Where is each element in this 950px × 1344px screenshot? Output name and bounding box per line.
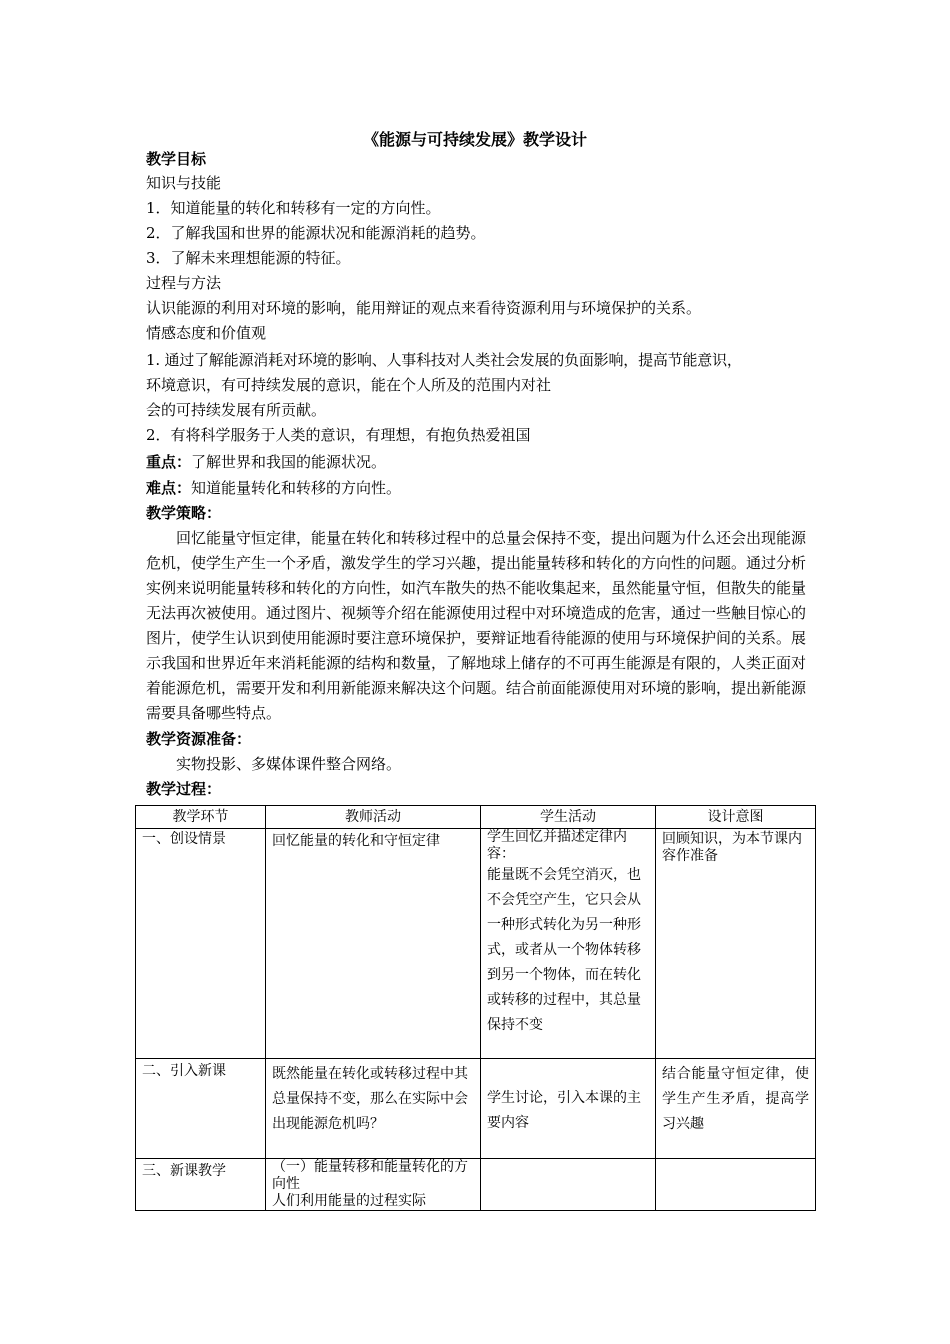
- header-intent: 设计意图: [656, 806, 816, 829]
- row-3-teacher-body: 人们利用能量的过程实际: [272, 1193, 426, 1209]
- strategy-paragraph: 回忆能量守恒定律，能量在转化和转移过程中的总量会保持不变，提出问题为什么还会出现能源危机，使学生产生一个矛盾，激发学生的学习兴趣，提出能量转移和转化的方向性的问题。通过分析实例来说明能量转移和转化的方向性，如汽车散失的热不能收集起来，虽然能量守恒，但散失的能量无法再次被使用。通过图片、视频等介绍在能源使用过程中对环境造成的危害，通过一些触目惊心的图片，使学生认识到使用能源时要注意环境保护，要辩证地看待能源的使用与环境保护间的关系。展示我国和世界近年来消耗能源的结构和数量，了解地球上储存的不可再生能源是有限的，人类正面对着能源危机，需要开发和利用新能源来解决这个问题。结合前面能源使用对环境的影响，提出新能源需要具备哪些特点。: [146, 529, 807, 722]
- knowledge-heading: 知识与技能: [146, 174, 222, 192]
- key-point: [146, 451, 826, 473]
- emotion-item-1-line-3: 会的可持续发展有所贡献。: [146, 401, 327, 419]
- emotion-item-1-line-2: 环境意识，有可持续发展的意识，能在个人所及的范围内对社: [146, 376, 552, 394]
- row-3-intent: [656, 1159, 816, 1211]
- difficulty: [146, 477, 826, 499]
- row-1-teacher: 回忆能量的转化和守恒定律: [266, 829, 481, 1059]
- table-row: [136, 1159, 816, 1211]
- row-2-student: 学生讨论，引入本课的主要内容: [481, 1059, 656, 1159]
- process-heading: 教学过程：: [146, 780, 222, 798]
- table-row: [136, 1059, 816, 1159]
- difficulty-text: 知道能量转化和转移的方向性。: [191, 479, 402, 497]
- header-teacher: 教师活动: [266, 806, 481, 829]
- knowledge-item-3: 3．了解未来理想能源的特征。: [146, 249, 351, 267]
- row-3-stage: 三、新课教学: [136, 1159, 266, 1211]
- table-row: [136, 829, 816, 1059]
- row-1-intent: 回顾知识，为本节课内容作准备: [656, 829, 816, 1059]
- key-point-label: 重点：: [146, 453, 192, 471]
- row-1-student: [481, 829, 656, 1059]
- process-table: [135, 805, 816, 1211]
- row-1-student-head: 学生回忆并描述定律内容：: [487, 829, 627, 862]
- row-1-student-body: 能量既不会凭空消灭，也不会凭空产生，它只会从一种形式转化为另一种形式，或者从一个物体转移到另一个物体，而在转化或转移的过程中，其总量保持不变: [487, 867, 641, 1033]
- row-2-intent: 结合能量守恒定律，使学生产生矛盾，提高学习兴趣: [656, 1059, 816, 1159]
- document-title: 《能源与可持续发展》教学设计: [362, 130, 587, 149]
- goals-heading: 教学目标: [146, 150, 207, 168]
- difficulty-label: 难点：: [146, 479, 192, 497]
- resources-text: 实物投影、多媒体课件整合网络。: [176, 755, 402, 773]
- row-1-stage: 一、创设情景: [136, 829, 266, 1059]
- emotion-heading: 情感态度和价值观: [146, 324, 267, 342]
- table-header-row: [136, 806, 816, 829]
- process-method-text: 认识能源的利用对环境的影响，能用辩证的观点来看待资源利用与环境保护的关系。: [146, 299, 702, 317]
- row-2-stage: 二、引入新课: [136, 1059, 266, 1159]
- row-2-teacher: 既然能量在转化或转移过程中其总量保持不变，那么在实际中会出现能源危机吗？: [266, 1059, 481, 1159]
- header-student: 学生活动: [481, 806, 656, 829]
- row-3-teacher-head: （一）能量转移和能量转化的方向性: [272, 1159, 468, 1192]
- strategy-heading: 教学策略：: [146, 504, 222, 522]
- process-method-heading: 过程与方法: [146, 274, 222, 292]
- key-point-text: 了解世界和我国的能源状况。: [191, 453, 387, 471]
- header-stage: 教学环节: [136, 806, 266, 829]
- knowledge-item-1: 1．知道能量的转化和转移有一定的方向性。: [146, 199, 441, 217]
- row-3-teacher: [266, 1159, 481, 1211]
- row-3-student: [481, 1159, 656, 1211]
- knowledge-item-2: 2．了解我国和世界的能源状况和能源消耗的趋势。: [146, 224, 486, 242]
- emotion-item-2: 2．有将科学服务于人类的意识，有理想，有抱负热爱祖国: [146, 426, 531, 444]
- emotion-item-1-line-1: 1. 通过了解能源消耗对环境的影响、人事科技对人类社会发展的负面影响，提高节能意识，: [146, 351, 742, 369]
- resources-heading: 教学资源准备：: [146, 730, 252, 748]
